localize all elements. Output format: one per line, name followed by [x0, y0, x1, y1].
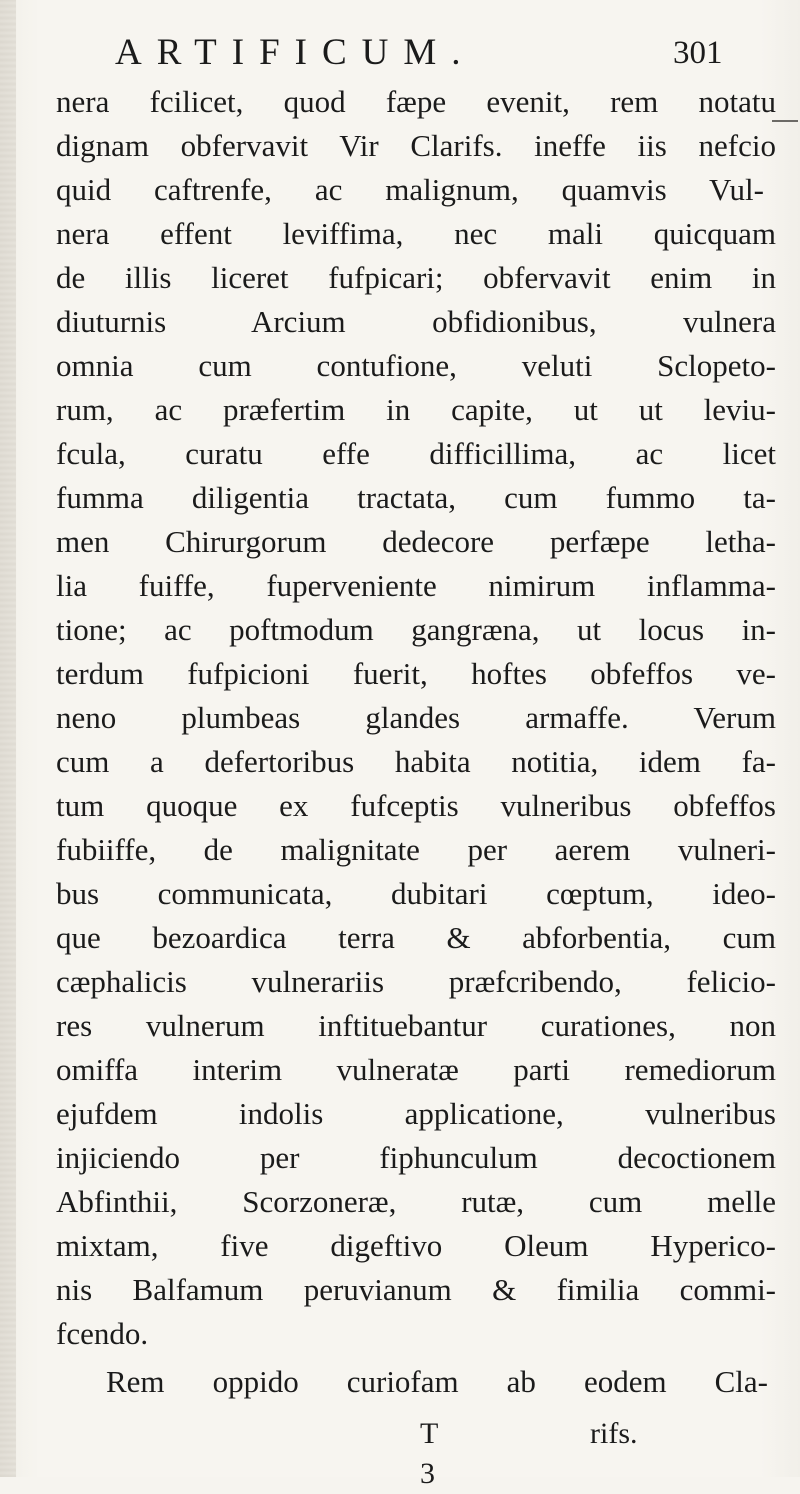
text-line: cæphalicis vulnerariis præfcribendo, felicio-: [56, 964, 776, 999]
text-line: bus communicata, dubitari cœptum, ideo-: [56, 876, 776, 911]
text-line: Abfinthii, Scorzoneræ, rutæ, cum melle: [56, 1184, 776, 1219]
text-line: nis Balfamum peruvianum & fimilia commi-: [56, 1272, 776, 1307]
text-line: ejufdem indolis applicatione, vulneribus: [56, 1096, 776, 1131]
text-line: omnia cum contufione, veluti Sclopeto-: [56, 348, 776, 383]
text-line: fcendo.: [56, 1316, 149, 1351]
text-line: terdum fufpicioni fuerit, hoftes obfeffos ve-: [56, 656, 776, 691]
text-line: omiffa interim vulneratæ parti remediorum: [56, 1052, 776, 1087]
text-line: mixtam, five digeftivo Oleum Hyperico-: [56, 1228, 776, 1263]
text-line: fumma diligentia tractata, cum fummo ta-: [56, 480, 776, 515]
running-head-title: ARTIFICUM.: [115, 32, 476, 73]
text-line: cum a defertoribus habita notitia, idem fa-: [56, 744, 776, 779]
signature-mark: T 3: [420, 1417, 438, 1490]
text-line: que bezoardica terra & abforbentia, cum: [56, 920, 776, 955]
text-line: tione; ac poftmodum gangræna, ut locus in-: [56, 612, 776, 647]
text-line: diuturnis Arcium obfidionibus, vulnera: [56, 304, 776, 339]
text-line: injiciendo per fiphunculum decoctionem: [56, 1140, 776, 1175]
text-line: res vulnerum inftituebantur curationes, non: [56, 1008, 776, 1043]
text-line: tum quoque ex fufceptis vulneribus obfeffos: [56, 788, 776, 823]
text-line: fubiiffe, de malignitate per aerem vulneri-: [56, 832, 776, 867]
text-line: men Chirurgorum dedecore perfæpe letha-: [56, 524, 776, 559]
text-line: de illis liceret fufpicari; obfervavit enim in: [56, 260, 776, 295]
signature-line: [230, 1414, 460, 1490]
text-line: nera effent leviffima, nec mali quicquam: [56, 216, 776, 251]
binding-edge: [0, 0, 16, 1477]
page-number: 301: [673, 35, 723, 71]
catchword: rifs.: [590, 1417, 638, 1450]
text-line: rum, ac præfertim in capite, ut ut leviu-: [56, 392, 776, 427]
text-line: lia fuiffe, fuperveniente nimirum inflamma-: [56, 568, 776, 603]
text-line: neno plumbeas glandes armaffe. Verum: [56, 700, 776, 735]
text-line: nera fcilicet, quod fæpe evenit, rem notatu: [56, 84, 776, 119]
text-line: dignam obfervavit Vir Clarifs. ineffe iis nefcio: [56, 128, 776, 163]
text-line: fcula, curatu effe difficillima, ac licet: [56, 436, 776, 471]
text-line: Rem oppido curiofam ab eodem Cla-: [106, 1364, 768, 1399]
running-head: [115, 30, 775, 76]
text-line: quid caftrenfe, ac malignum, quamvis Vul-: [56, 172, 764, 207]
catchword-line: [590, 1414, 710, 1454]
